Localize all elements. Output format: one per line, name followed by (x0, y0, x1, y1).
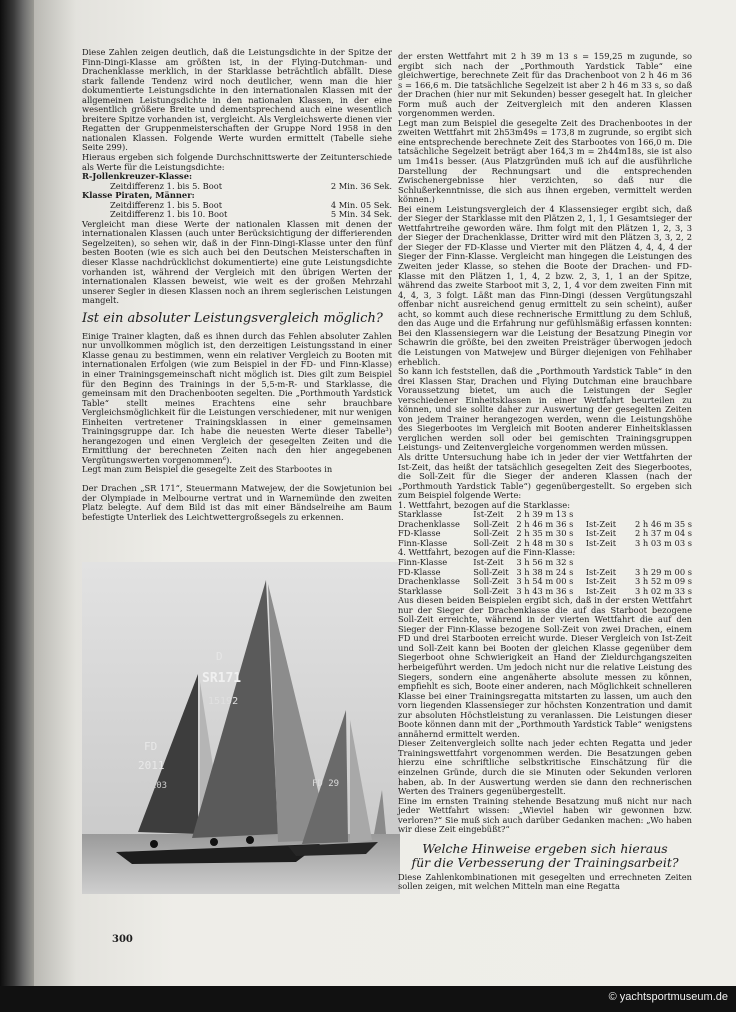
paragraph-right-2: Legt man zum Beispiel die gesegelte Zeit des Drachenbootes in der zweiten Wettfahrt mit 2h53m49s = 173,8 m zugrunde, so ergibt sich eine entsprechende berechnete Zeit des Starbootes von 166,0 m. Die tatsächliche Segelzeit beträgt aber 164,3 m = 2h44m18s, sie ist also um 1m41s besser. (Aus Platzgründen muß ich auf die ausführliche Darstellung der Rechnungsart und die entsprechenden Zwischenergebnisse hier verzichten, so daß nur die Schlußerkenntnisse, die sich aus ihnen ergeben, vermittelt werden können.) (398, 117, 692, 205)
row-label: Zeitdifferenz 1. bis 10. Boot (110, 209, 228, 220)
credit-watermark: © yachtsportmuseum.de (608, 991, 728, 1003)
table-cell: 3 h 38 m 24 s (516, 566, 574, 577)
times-table-race-4 (398, 558, 692, 596)
table-cell: Ist-Zeit (473, 556, 504, 567)
table-cell: Soll-Zeit (473, 518, 509, 529)
row-value: 5 Min. 34 Sek. (330, 209, 392, 220)
table-cell: 3 h 56 m 32 s (516, 556, 574, 567)
class-r-title: R-Jollenkreuzer-Klasse: (82, 171, 193, 182)
table-cell: Starklasse (398, 585, 442, 596)
table-cell: Ist-Zeit (585, 537, 617, 548)
table-cell: 2 h 35 m 30 s (516, 528, 574, 539)
table-cell: 3 h 52 m 09 s (634, 576, 692, 587)
table-cell: Drachenklasse (398, 576, 460, 587)
main-sail-country: D (216, 650, 223, 663)
table-cell: Ist-Zeit (473, 509, 504, 520)
heading-line: für die Verbesserung der Trainingsarbeit? (411, 854, 679, 870)
table-cell: FD-Klasse (398, 528, 441, 539)
table-cell: Soll-Zeit (473, 537, 509, 548)
table1-title: 1. Wettfahrt, bezogen auf die Starklasse: (398, 499, 570, 510)
paragraph-right-6: Aus diesen beiden Beispielen ergibt sich, daß in der ersten Wettfahrt nur der Sieger der Drachenklasse die auf das Starboot bezogene Soll-Zeit erreichte, während in der vierten Wettfahrt die auf den Sieger der Finn-Klasse bezogene Soll-Zeit von zwei Drachen, einem FD und drei Starbooten erreicht wurde. Dieser Vergleich von Ist-Zeit und Soll-Zeit kann bei Booten der gleichen Klasse gegenüber dem Siegerboot ohne Schwierigkeit an Hand der Zieldurchgangszeiten herbeigeführt werden. Um jedoch nicht nur die relative Leistung des Siegers, sondern eine angenäherte absolute messen zu können, empfiehlt es sich, Boote einer anderen, nach Möglichkeit schnelleren Klasse bei einer Trainingsregatta mitstarten zu lassen, um auch den vorn liegenden Klassensieger zur höchsten Konzentration und damit zur absoluten Höchstleistung zu veranlassen. Die Leistungen dieser Boote können dann mit der „Porthmouth Yardstick Table“ wenigstens annähernd ermittelt werden. (398, 595, 692, 739)
main-sail-number: SR171 (202, 671, 242, 686)
paragraph-right-1: der ersten Wettfahrt mit 2 h 39 m 13 s = 159,25 m zugunde, so ergibt sich nach der „Porthmouth Yardstick Table“ eine gleichwertige, berechnete Zeit für das Drachenboot von 2 h 46 m 36 s = 166,6 m. Die tatsächliche Segelzeit ist aber 2 h 46 m 33 s, so daß der Drachen (hier nur mit Sekunden) besser gesegelt hat. In gleicher Form muß auch der Zeitvergleich mit den anderen Klassen vorgenommen werden. (398, 51, 692, 119)
table-cell: Ist-Zeit (585, 585, 617, 596)
class-p-title: Klasse Piraten, Männer: (82, 190, 195, 201)
photo-caption: Der Drachen „SR 171“, Steuermann Matwejew, der die Sowjetunion bei der Olympiade in Melbourne vertrat und in Warnemünde den zweiten Platz belegte. Auf dem Bild ist das mit einer Bändselreihe am Baum befestigte Unterliek des Leichtwettergroßsegels zu erkennen. (82, 482, 392, 522)
table-cell: Ist-Zeit (585, 528, 617, 539)
section-heading-absolute-comparison: Ist ein absoluter Leistungsvergleich möglich? (82, 310, 383, 326)
table-cell: 3 h 29 m 00 s (634, 566, 692, 577)
main-sail-subnumber: 15192 (208, 696, 239, 707)
table-cell: Ist-Zeit (585, 518, 617, 529)
crew-figure (150, 840, 158, 848)
table-cell: Soll-Zeit (473, 528, 509, 539)
table-cell: 3 h 03 m 03 s (634, 537, 692, 548)
left-sail-class: FD (144, 740, 158, 753)
paragraph-right-8: Eine im ernsten Training stehende Besatzung muß nicht nur nach jeder Wettfahrt wissen: „Wieviel haben wir gewonnen bzw. verloren?“ Sie muß sich auch darüber Gedanken machen: „Wo haben wir diese Zeit eingebüßt?“ (398, 795, 692, 835)
left-column (82, 48, 392, 522)
table-cell: Finn-Klasse (398, 537, 448, 548)
times-table-race-1 (398, 510, 692, 548)
right-column (398, 52, 692, 892)
table-cell: Finn-Klasse (398, 556, 448, 567)
section-heading-training-improvement (398, 842, 692, 870)
book-spine (0, 0, 34, 1012)
left-sail-number: 2011 (138, 759, 165, 772)
class-p-table (110, 201, 392, 220)
table-cell: 2 h 46 m 36 s (516, 518, 574, 529)
paragraph-right-4: So kann ich feststellen, daß die „Porthmouth Yardstick Table“ in den drei Klassen Star, Drachen und Flying Dutchman eine brauchbare Voraussetzung bietet, um auch die Leistungen der Segler verschiedener Einheitsklassen in einer Wettfahrt beurteilen zu können, und sie sollte daher zur Auswertung der gesegelten Zeiten von jedem Trainer herangezogen werden, wenn die Leistungshöhe des Siegerbootes im Vergleich mit Booten anderer Einheitsklassen verglichen werden soll oder bei gemischten Trainingsgruppen Leistungs- und Zeitenvergleiche vorgenommen werden müssen. (398, 366, 692, 453)
right-sail-number: FD 29 (312, 779, 340, 789)
paragraph-compare: Vergleicht man diese Werte der nationalen Klassen mit denen der internationalen Klassen (auch unter Berücksichtigung der differierenden Segelzeiten), so sehen wir, daß in der Finn-Dingi-Klasse unter den fünf besten Booten (wie es sich auch bei den Deutschen Meisterschaften in dieser Klasse nachdrücklichst dokumentierte) eine gute Leistungsdichte vorhanden ist, während der Vergleich mit den übrigen Werten der internationalen Klassen beweist, wie weit es der großen Mehrzahl unserer Segler in diesen Klassen noch an ihrem seglerischen Leistungen mangelt. (82, 218, 392, 306)
heading-line: Welche Hinweise ergeben sich hieraus (422, 840, 668, 856)
table-cell: Ist-Zeit (585, 566, 617, 577)
table-cell: FD-Klasse (398, 566, 441, 577)
table-cell: 2 h 39 m 13 s (516, 509, 574, 520)
table-cell: 2 h 48 m 30 s (516, 537, 574, 548)
paragraph-intro: Diese Zahlen zeigen deutlich, daß die Leistungsdichte in der Spitze der Finn-Dingi-Klasse am größten ist, in der Flying-Dutchman- und Drachenklasse merklich, in der Starklasse beträchtlich abfällt. Diese stark fallende Tendenz wird noch deutlicher, wenn man die hier dokumentierte Leistungsdichte in den internationalen Klassen mit der allgemeinen Leistungsdichte in den nationalen Klassen, in der eine wesentlich größere Breite und dementsprechend auch eine wesentlich breitere Spitze vorhanden ist, vergleicht. Als Vergleichswerte dienen vier Regatten der Gruppenmeisterschaften der Gruppe Nord 1958 in den nationalen Klassen. Folgende Werte wurden ermittelt (Tabelle siehe Seite 299). (82, 47, 392, 153)
page-number: 300 (112, 934, 133, 945)
table-cell: Soll-Zeit (473, 566, 509, 577)
table2-title: 4. Wettfahrt, bezogen auf die Finn-Klasse: (398, 547, 576, 558)
row-value: 2 Min. 36 Sek. (330, 180, 392, 191)
table-cell: Starklasse (398, 509, 442, 520)
paragraph-right-9: Diese Zahlenkombinationen mit gesegelten und errechneten Zeiten sollen zeigen, mit welchen Mitteln man eine Regatta (398, 871, 692, 892)
paragraph-right-3: Bei einem Leistungsvergleich der 4 Klassensieger ergibt sich, daß der Sieger der Starklasse mit den Plätzen 2, 1, 1, 1 Gesamtsieger der Wettfahrtreihe geworden wäre. Ihm folgt mit den Plätzen 1, 2, 3, 3 der Sieger der Drachenklasse, Dritter wird mit den Plätzen 3, 3, 2, 2 der Sieger der FD-Klasse und Vierter mit den Plätzen 4, 4, 4, 4 der Sieger der Finn-Klasse. Vergleicht man hingegen die Leistungen des Zweiten jeder Klasse, so stehen die Boote der Drachen- und FD-Klasse mit den Plätzen 1, 1, 4, 2 bzw. 2, 3, 1, 1 an der Spitze, während das zweite Starboot mit 3, 2, 1, 4 vor dem zweiten Finn mit 4, 4, 3, 3 folgt. Läßt man das Finn-Dingi (dessen Vergütungszahl offenbar nicht ausreichend genug ermittelt zu sein scheint), außer acht, so kommt auch diese rechnerische Ermittlung zu dem Schluß, den das Auge und die Erfahrung nur gefühlsmäßig erfassen konnten: Bei den Klassensiegern war die Leistung der Besatzung Pinegin vor Schawrin die größte, bei den zweiten Preisträger überwogen jedoch die Leistungen von Matwejew und Bürger diejenigen von Fehlhaber erheblich. (398, 203, 692, 367)
table-cell: Soll-Zeit (473, 585, 509, 596)
table-cell: Drachenklasse (398, 518, 460, 529)
sailboat-illustration (82, 562, 400, 894)
paragraph-right-7: Dieser Zeitenvergleich sollte nach jeder echten Regatta und jeder Trainingswettfahrt vorgenommen werden. Die Besatzungen geben hierzu eine schriftliche selbstkritische Einschätzung für die einzelnen Gründe, durch die sie Minuten oder Sekunden verloren haben, ab. In der Auswertung werden sie dann den rechnerischen Werten des Trainers gegenübergestellt. (398, 738, 692, 797)
row-label: Zeitdifferenz 1. bis 5. Boot (110, 180, 223, 191)
crew-figure (210, 838, 218, 846)
sailboat-photo (82, 562, 400, 894)
table-cell: 3 h 54 m 00 s (516, 576, 574, 587)
table-cell: 2 h 37 m 04 s (634, 528, 692, 539)
paragraph-average-intro: Hieraus ergeben sich folgende Durchschnittswerte der Zeitunterschiede als Werte für die Leistungsdichte: (82, 152, 392, 172)
row-value: 4 Min. 05 Sek. (330, 199, 392, 210)
row-label: Zeitdifferenz 1. bis 5. Boot (110, 199, 223, 210)
paragraph-example: Legt man zum Beispiel die gesegelte Zeit des Starbootes in (82, 464, 333, 475)
paragraph-right-5: Als dritte Untersuchung habe ich in jeder der vier Wettfahrten der Ist-Zeit, das heißt der tatsächlich gesegelten Zeit des Siegerbootes, die Soll-Zeit für die Sieger der anderen Klassen (nach der „Porthmouth Yardstick Table“) gegenübergestellt. So ergeben sich zum Beispiel folgende Werte: (398, 451, 692, 501)
table-cell: 2 h 46 m 35 s (634, 518, 692, 529)
crew-figure (246, 836, 254, 844)
table-cell: Soll-Zeit (473, 576, 509, 587)
table-cell: 3 h 43 m 36 s (516, 585, 574, 596)
left-sail-subnumber: 19103 (140, 781, 168, 791)
paragraph-trainer: Einige Trainer klagten, daß es ihnen durch das Fehlen absoluter Zahlen nur unvollkommen möglich ist, den derzeitigen Leistungsstand in einer Klasse genau zu bestimmen, wenn ein relativer Vergleich zu Booten mit internationalen Erfolgen (wie zum Beispiel in der FD- und Finn-Klasse) in einer Trainingsgemeinschaft nicht möglich ist. Dies gilt zum Beispiel für den Beginn des Trainings in der 5,5-m-R- und Starklasse, die gemeinsam mit den Drachenbooten segelten. Die „Porthmouth Yardstick Table“ stellt meines Erachtens eine sehr brauchbare Vergleichsmöglichkeit für die Leistungen verschiedener, mit nur wenigen Einheiten vertretener Trainingsklassen in einer gemeinsamen Trainingsgruppe dar. Ich habe die neuesten Werte dieser Tabelle³) herangezogen und einen Vergleich der gesegelten Zeiten und die Ermittlung der berechneten Zeiten nach den hier angegebenen Vergütungswerten vorgenommen⁶). (82, 330, 392, 465)
table-cell: 3 h 02 m 33 s (634, 585, 692, 596)
table-cell: Ist-Zeit (585, 576, 617, 587)
